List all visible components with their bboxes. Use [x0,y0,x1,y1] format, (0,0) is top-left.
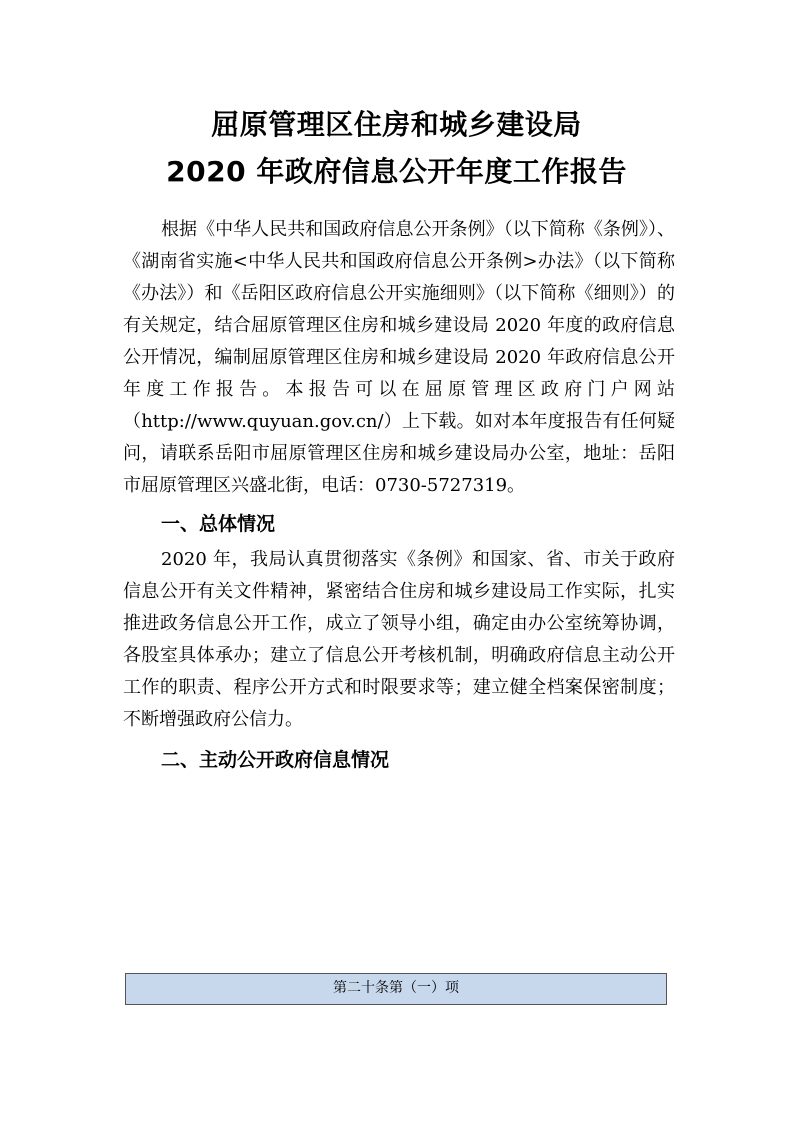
report-title-line-1: 屈原管理区住房和城乡建设局 [211,108,582,141]
intro-paragraph: 根据《中华人民共和国政府信息公开条例》（以下简称《条例》）、《湖南省实施<中华人民共和国政府信息公开条例>办法》（以下简称《办法》）和《岳阳区政府信息公开实施细则》（以下简称《细则》）的有关规定，结合屈原管理区住房和城乡建设局 2020 年度的政府信息公开情况，编制屈原管理区住房和城乡建设局 2020 年政府信息公开年度工作报告。本报告可以在屈原管理区政府门户网站（http://www.quyuan.gov.cn/）上下载。如对本年度报告有任何疑问，请联系岳阳市屈原管理区住房和城乡建设局办公室，地址：岳阳市屈原管理区兴盛北街，电话：0730-5727319。 [123,219,675,496]
section-heading-overview: 一、总体情况 [161,513,276,535]
report-body [123,214,675,780]
overview-paragraph: 2020 年，我局认真贯彻落实《条例》和国家、省、市关于政府信息公开有关文件精神，紧密结合住房和城乡建设局工作实际，扎实推进政务信息公开工作，成立了领导小组，确定由办公室统筹协调，各股室具体承办；建立了信息公开考核机制，明确政府信息主动公开工作的职责、程序公开方式和时限要求等；建立健全档案保密制度；不断增强政府公信力。 [123,549,675,730]
table-header-cell: 第二十条第（一）项 [125,973,667,1005]
report-title-line-2: 2020 年政府信息公开年度工作报告 [166,155,627,188]
section-heading-proactive-disclosure: 二、主动公开政府信息情况 [161,749,390,771]
